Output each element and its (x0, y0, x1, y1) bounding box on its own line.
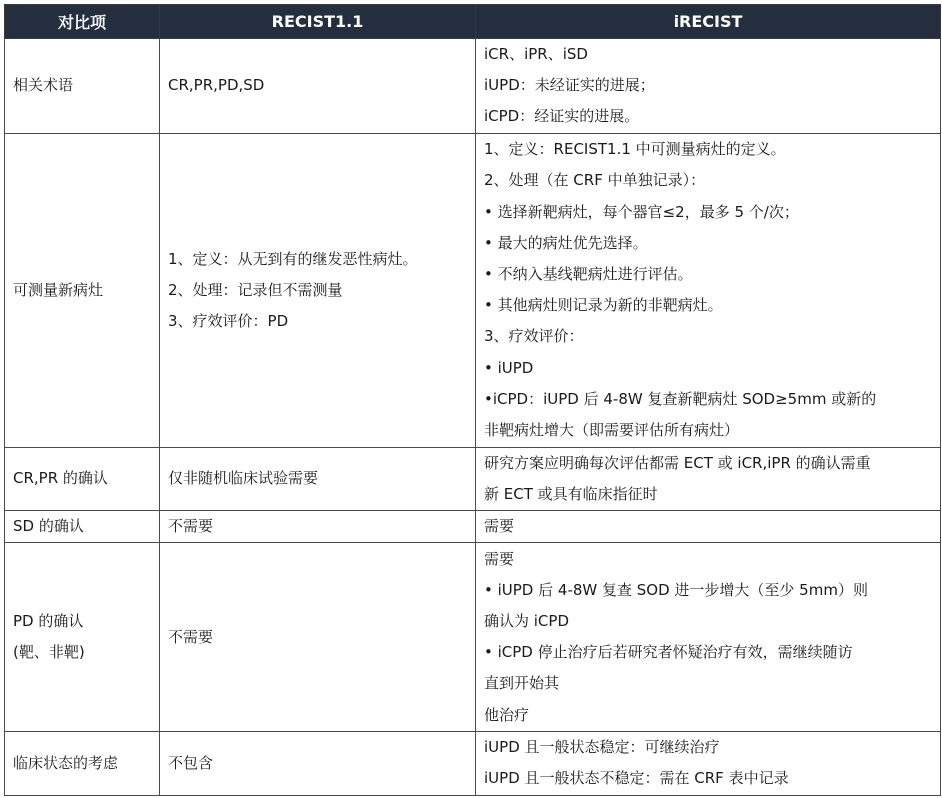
cell-line: 新 ECT 或具有临床指征时 (484, 484, 658, 503)
cell-line: 他治疗 (484, 705, 530, 724)
cell-line: 不包含 (168, 753, 214, 772)
cell-line: • 其他病灶则记录为新的非靶病灶。 (484, 296, 723, 315)
cell-item (5, 543, 160, 732)
cell-line: 1、定义：从无到有的继发恶性病灶。 (168, 249, 418, 268)
cell-line: iUPD 且一般状态不稳定：需在 CRF 表中记录 (484, 769, 789, 788)
table-row (5, 39, 941, 134)
cell-irecist (476, 543, 941, 732)
cell-line: 需要 (484, 517, 515, 536)
cell-line: 不需要 (168, 517, 214, 536)
cell-line: 可测量新病灶 (13, 280, 104, 299)
cell-line: 2、处理：记录但不需测量 (168, 280, 343, 299)
cell-item (5, 732, 160, 795)
cell-line: • 选择新靶病灶，每个器官≤2，最多 5 个/次； (484, 202, 799, 221)
cell-irecist (476, 511, 941, 543)
table-row (5, 732, 941, 795)
table-row (5, 511, 941, 543)
cell-recist (160, 543, 476, 732)
header-row (5, 5, 941, 39)
cell-irecist (476, 732, 941, 795)
cell-line: iUPD 且一般状态稳定：可继续治疗 (484, 738, 720, 757)
cell-recist (160, 447, 476, 510)
cell-line: (靶、非靶) (13, 643, 85, 662)
cell-line: CR,PR 的确认 (13, 469, 108, 488)
cell-line: iUPD：未经证实的进展； (484, 76, 655, 95)
cell-line: • 最大的病灶优先选择。 (484, 233, 648, 252)
cell-line: • 不纳入基线靶病灶进行评估。 (484, 264, 693, 283)
cell-line: 3、疗效评价： (484, 327, 584, 346)
cell-line: •iCPD：iUPD 后 4-8W 复查新靶病灶 SOD≥5mm 或新的 (484, 389, 877, 408)
cell-line: PD 的确认 (13, 612, 84, 631)
header-irecist: iRECIST (476, 5, 941, 39)
cell-line: 非靶病灶增大（即需要评估所有病灶） (484, 420, 740, 439)
cell-item (5, 39, 160, 134)
cell-line: 相关术语 (13, 76, 74, 95)
header-recist: RECIST1.1 (160, 5, 476, 39)
cell-line: • iCPD 停止治疗后若研究者怀疑治疗有效，需继续随访 (484, 643, 853, 662)
cell-line: 研究方案应明确每次评估都需 ECT 或 iCR,iPR 的确认需重 (484, 453, 871, 472)
table-row (5, 133, 941, 447)
cell-item (5, 511, 160, 543)
cell-recist (160, 133, 476, 447)
table-row (5, 543, 941, 732)
cell-line: CR,PR,PD,SD (168, 76, 265, 95)
cell-line: 3、疗效评价：PD (168, 311, 289, 330)
cell-item (5, 447, 160, 510)
cell-recist (160, 39, 476, 134)
cell-line: 临床状态的考虑 (13, 753, 119, 772)
cell-recist (160, 732, 476, 795)
table-row (5, 447, 941, 510)
cell-line: SD 的确认 (13, 517, 84, 536)
cell-item (5, 133, 160, 447)
table-header (5, 5, 941, 39)
header-item: 对比项 (5, 5, 160, 39)
cell-line: 确认为 iCPD (484, 612, 570, 631)
comparison-table (4, 4, 941, 796)
cell-line: 需要 (484, 549, 515, 568)
cell-line: iCR、iPR、iSD (484, 45, 588, 63)
cell-line: 2、处理（在 CRF 中单独记录）： (484, 171, 706, 190)
cell-irecist (476, 39, 941, 134)
cell-line: 直到开始其 (484, 674, 560, 693)
cell-line: iCPD：经证实的进展。 (484, 107, 640, 126)
cell-line: 仅非随机临床试验需要 (168, 469, 319, 488)
cell-irecist (476, 447, 941, 510)
cell-line: 不需要 (168, 627, 214, 646)
cell-recist (160, 511, 476, 543)
cell-line: 1、定义：RECIST1.1 中可测量病灶的定义。 (484, 140, 786, 159)
cell-line: • iUPD (484, 358, 534, 377)
cell-line: • iUPD 后 4-8W 复查 SOD 进一步增大（至少 5mm）则 (484, 580, 868, 599)
cell-irecist (476, 133, 941, 447)
